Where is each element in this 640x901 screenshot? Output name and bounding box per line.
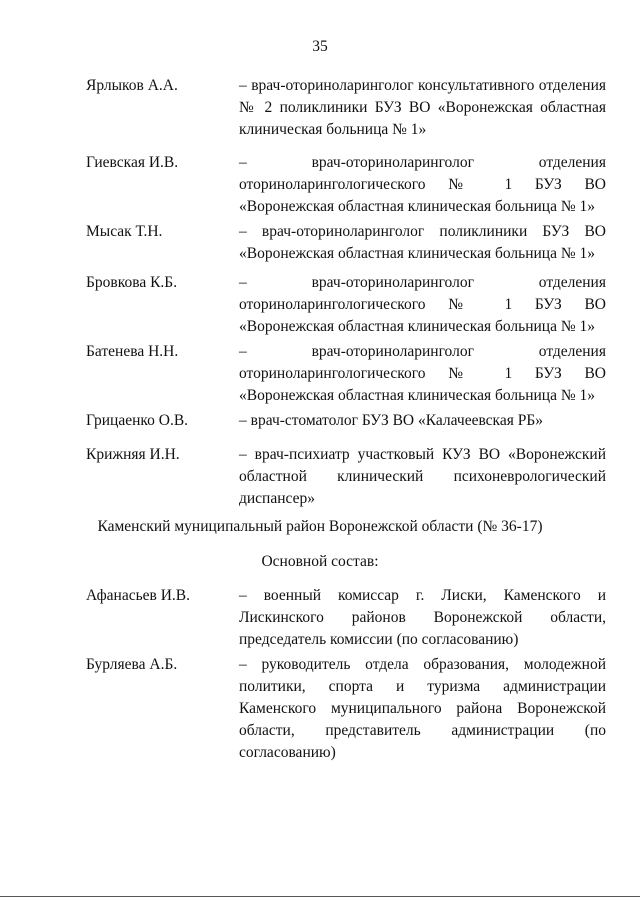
member-name: Грицаенко О.В.	[86, 412, 189, 429]
member-name: Бровкова К.Б.	[86, 274, 178, 291]
member-role: – врач-оториноларинголог отделения оториноларингологического № 1 БУЗ ВО «Воронежская областная клиническая больница № 1»	[239, 274, 606, 335]
member-role: – врач-оториноларинголог отделения оториноларингологического № 1 БУЗ ВО «Воронежская областная клиническая больница № 1»	[239, 154, 606, 215]
composition-heading: Основной состав:	[261, 553, 379, 570]
member-name: Гиевская И.В.	[86, 154, 179, 171]
member-role: – врач-оториноларинголог поликлиники БУЗ ВО «Воронежская областная клиническая больница № 1»	[239, 223, 606, 262]
member-role: – врач-психиатр участковый КУЗ ВО «Воронежский областной клинический психоневрологический диспансер»	[239, 446, 606, 507]
member-name: Крижняя И.Н.	[86, 446, 180, 463]
member-name: Мысак Т.Н.	[86, 223, 163, 240]
member-role: – врач-оториноларинголог консультативного отделения № 2 поликлиники БУЗ ВО «Воронежская областная клиническая больница № 1»	[239, 77, 606, 138]
page-number: 35	[312, 38, 328, 55]
bottom-rule	[0, 896, 640, 897]
member-role: – врач-стоматолог БУЗ ВО «Калачеевская РБ»	[239, 412, 544, 429]
member-name: Ярлыков А.А.	[86, 77, 178, 94]
member-role: – военный комиссар г. Лиски, Каменского и Лискинского районов Воронежской области, председатель комиссии (по согласованию)	[239, 587, 606, 648]
member-name: Бурляева А.Б.	[86, 656, 178, 673]
member-role: – врач-оториноларинголог отделения оториноларингологического № 1 БУЗ ВО «Воронежская областная клиническая больница № 1»	[239, 343, 606, 404]
member-name: Афанасьев И.В.	[86, 587, 191, 604]
member-role: – руководитель отдела образования, молодежной политики, спорта и туризма администрации Каменского муниципального района Воронежской области, представитель администрации (по согласованию)	[239, 656, 606, 761]
member-name: Батенева Н.Н.	[86, 343, 179, 360]
district-heading: Каменский муниципальный район Воронежской области (№ 36-17)	[97, 518, 543, 535]
